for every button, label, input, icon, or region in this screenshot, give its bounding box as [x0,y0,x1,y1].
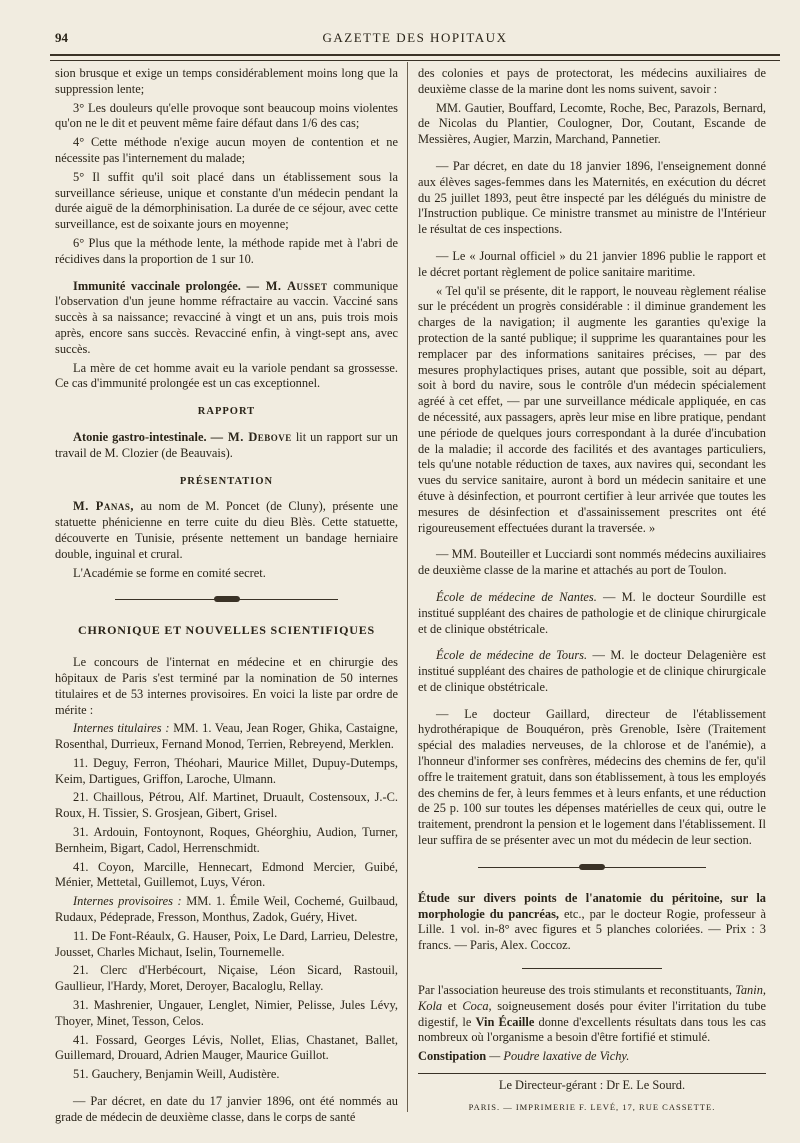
book-details: etc., par le docteur Rogie, professeur à Lille. 1 vol. in-8° avec figures et 5 planches coloriées. — Prix : 3 francs. — Paris, Alex. Coccoz. [418,906,766,953]
list-item: 31. Mashrenier, Ungauer, Lenglet, Nimier, Pelisse, Jules Lévy, Thoyer, Minet, Tesson, Celos. [55,998,398,1028]
ornament-divider [55,597,398,603]
column-divider [407,62,408,1112]
paragraph-text: — M. le docteur Delagenière est institué suppléant des chaires de pathologie et de clinique chirurgicale et de clinique obstétricale. [418,648,766,694]
atonie-paragraph [55,430,398,462]
paragraph: — Le « Journal officiel » du 21 janvier 1896 publie le rapport et le décret portant règlement de police sanitaire maritime. [418,248,766,279]
ad-text: donne d'excellents résultats dans tous les cas nombreux où l'organisme a besoin d'être fortifié et stimulé. [418,1014,766,1045]
list-item: 11. De Font-Réaulx, G. Hauser, Poix, Le Dard, Larrieu, Delestre, Jousset, Charles Michaut, Iselin, Tournemelle. [55,928,398,959]
section-heading-chronique: CHRONIQUE ET NOUVELLES SCIENTIFIQUES [78,623,375,638]
paragraph: MM. Gautier, Bouffard, Lecomte, Roche, Bec, Parazols, Bernard, de Nicolas du Plantier, Coulogner, Dor, Coutant, Escande de Messières, Augier, Marzin, Marchand, Pannetier. [418,100,766,147]
imprint: PARIS. — IMPRIMERIE F. LEVÉ, 17, RUE CASSETTE. [468,1101,716,1112]
list-label: Internes titulaires : [73,721,170,736]
running-title: GAZETTE DES HOPITAUX [322,30,508,45]
ad-ingredient: Tanin, Kola [418,983,766,1013]
ornament-divider [418,865,766,871]
paragraph: « Tel qu'il se présente, dit le rapport, le nouveau règlement réalise sur le précédent un progrès considérable : il diminue grandement les charges de la navigation; il augmente les garanties qu'exige la protection de la santé publique; il supprime les quarantaines pour les remplacer par des informations sanitaires précises, — par des mesures prophylactiques prises, autant que possible, soit au départ, soit à bord du navire, sous le contrôle d'un médecin spécialement agréé à cet effet, — par une surveillance médicale appliquée, en cas de nécessité, aux passagers, après leur mise en libre pratique, pendant une période de quelques jours correspondant à la durée d'incubation de la maladie; il accorde des facilités et des avantages particuliers, tels qu'une notable réduction de taxes, aux navires qui, secondant les vues du service sanitaire, auront à bord un médecin sanitaire et une étuve à désinfection, et pourront certifier à leur arrivée que toutes les mesures de désinfection et d'assainissement prescrites ont été rigoureusement effectuées durant la traversée. » [418,283,766,535]
section-heading-rapport: RAPPORT [197,406,256,418]
ad-text: Par l'association heureuse des trois stimulants et reconstituants, [418,983,732,998]
article-title: Immunité vaccinale prolongée. [73,278,241,293]
page-header [50,28,780,52]
school-title: École de médecine de Tours. [436,648,588,663]
paragraph: 4° Cette méthode n'exige aucun moyen de contention et ne nécessite pas l'internement du malade; [55,135,398,165]
book-notice [418,891,766,954]
tours-paragraph [418,648,766,695]
immunite-paragraph [55,279,398,358]
list-item: 11. Deguy, Ferron, Théohari, Maurice Millet, Dupuy-Dutemps, Keim, Dartigues, Griffon, Laroche, Ulmann. [55,755,398,786]
ad-product: Vin Écaille [475,1014,535,1029]
paragraph: 6° Plus que la méthode lente, la méthode rapide met à l'abri de récidives dans la proportion de 1 sur 10. [55,235,398,266]
list-item: 31. Ardouin, Fontoynont, Roques, Ghéorghiu, Audion, Turner, Bernheim, Bigart, Cadol, Herrenschmidt. [55,825,398,855]
article-text: lit un rapport sur un travail de M. Clozier (de Beauvais). [55,429,398,460]
list-item: 21. Clerc d'Herbécourt, Niçaise, Léon Sicard, Rastouil, Gaullieur, l'Hardy, Moret, Deroyer, Bacaloglu, Rellay. [55,963,398,994]
advertisement [418,1049,766,1065]
article-author: M. Panas, [73,499,134,514]
page-number: 94 [55,30,68,45]
list-item: 41. Fossard, Georges Lévis, Nollet, Elias, Chastanet, Ballet, Guillemard, Drouard, Adrien Mauger, Maurice Guillot. [55,1032,398,1063]
paragraph: L'Académie se forme en comité secret. [73,565,266,580]
ad-product: Constipation [418,1049,487,1064]
list-item: 41. Coyon, Marcille, Hennecart, Edmond Mercier, Guibé, Ménier, Mettetal, Guillemot, Luys, Véron. [55,859,398,890]
list-item: 21. Chaillous, Pétrou, Alf. Martinet, Druault, Costensoux, J.-C. Roux, H. Tissier, S. Grosjean, Gibert, Grisel. [55,790,398,821]
paragraph: — Le docteur Gaillard, directeur de l'établissement hydrothérapique de Bouquéron, près Grenoble, Isère (Traitement spécial des maladies nerveuses, de la chlorose et de l'anémie), a l'honneur d'informer ses confrères, médecins des chemins de fer, qu'il offre le traitement gratuit, dans son établissement, à tous les employés des chemins de fer, à leurs femmes et à leurs enfants, et une réduction de 25 p. 100 sur toutes les dépenses matérielles de ceux qui, outre le traitement, prendront la pension et le logement dans l'établissement. Il leur suffira de se présenter avec un mot du médecin de leur section. [418,706,766,848]
nantes-paragraph [418,590,766,637]
section-heading-presentation: PRÉSENTATION [179,475,274,487]
divider [522,968,662,969]
article-title: Atonie gastro-intestinale. [73,429,207,444]
list-label: Internes provisoires : [73,894,182,909]
paragraph: sion brusque et exige un temps considérablement moins long que la suppression lente; [55,66,398,96]
article-text: au nom de M. Poncet (de Cluny), présente une statuette phénicienne en terre cuite du dieu Blès. Cette statuette, découverte en Tunisie, présente nettement un bandage herniaire double, inguinal et crural. [55,499,399,561]
paragraph: des colonies et pays de protectorat, les médecins auxiliaires de deuxième classe de la marine dont les noms suivent, savoir : [418,66,766,96]
paragraph: — Par décret, en date du 17 janvier 1896, ont été nommés au grade de médecin de deuxième classe, dans le corps de santé [55,1094,398,1124]
right-column [418,66,766,1116]
article-author: — M. Ausset [246,278,328,293]
list-item [55,894,398,926]
list-item: 51. Gauchery, Benjamin Weill, Audistère. [73,1067,280,1082]
advertisement [418,983,766,1046]
article-text: communique l'observation d'un jeune homme réfractaire au vaccin. Vacciné sans succès à sa naissance; revacciné à vingt et un ans, puis trois mois après, encore sans succès. Revacciné enfin, à vingt-sept ans, avec succès. [55,278,398,356]
book-title: Étude sur divers points de l'anatomie du péritoine, sur la morphologie du pancréas, [418,890,766,921]
paragraph: — Par décret, en date du 18 janvier 1896, l'enseignement donné aux élèves sages-femmes dans les Maternités, en exécution du décret du 25 juillet 1893, peut être inspecté par les délégués du ministre de l'Instruction publique. Ce ministre transmet au ministre de l'Intérieur le résultat de ces inspections. [418,158,766,237]
paragraph: Le concours de l'internat en médecine et en chirurgie des hôpitaux de Paris s'est terminé par la nomination de 50 internes titulaires et de 53 internes provisoires. En voici la liste par ordre de mérite : [55,655,398,717]
header-rule [50,54,780,61]
paragraph-text: — M. le docteur Sourdille est institué suppléant des chaires de pathologie et de clinique chirurgicale et de clinique obstétricale. [418,589,766,636]
school-title: École de médecine de Nantes. [436,589,597,604]
left-column [55,66,398,1129]
list-item [55,721,398,753]
signature: Le Directeur-gérant : Dr E. Le Sourd. [418,1073,766,1094]
ad-text: et [447,998,457,1013]
ad-text: — Poudre laxative de Vichy. [489,1049,630,1064]
list-text: MM. 1. Émile Weil, Cochemé, Guilbaud, Rudaux, Pédeprade, Fresson, Monthus, Zadok, Guéry, Hivet. [55,894,398,925]
paragraph: 5° Il suffit qu'il soit placé dans un établissement sous la surveillance sérieuse, unique et constante d'un médecin pendant la durée aiguë de la démorphinisation. La durée de ce séjour, avec cette surveillance, est de soixante jours en moyenne; [55,169,398,232]
panas-paragraph [55,499,398,562]
ad-ingredient: Coca, [462,998,492,1013]
ad-text: soigneusement dosés pour éviter l'irritation du tube digestif, le [418,998,767,1029]
article-author: — M. Debove [210,429,292,444]
paragraph: 3° Les douleurs qu'elle provoque sont beaucoup moins violentes qu'on ne le dit et peuvent même faire défaut dans 1/6 des cas; [55,100,398,131]
list-text: MM. 1. Veau, Jean Roger, Ghika, Castaigne, Rosenthal, Durrieux, Fernand Monod, Terrien, Rebreyend, Merklen. [55,721,398,752]
paragraph: La mère de cet homme avait eu la variole pendant sa grossesse. Ce cas d'immunité prolongée est un cas exceptionnel. [55,360,398,391]
paragraph: — MM. Bouteiller et Lucciardi sont nommés médecins auxiliaires de deuxième classe de la marine et attachés au port de Toulon. [418,547,766,578]
